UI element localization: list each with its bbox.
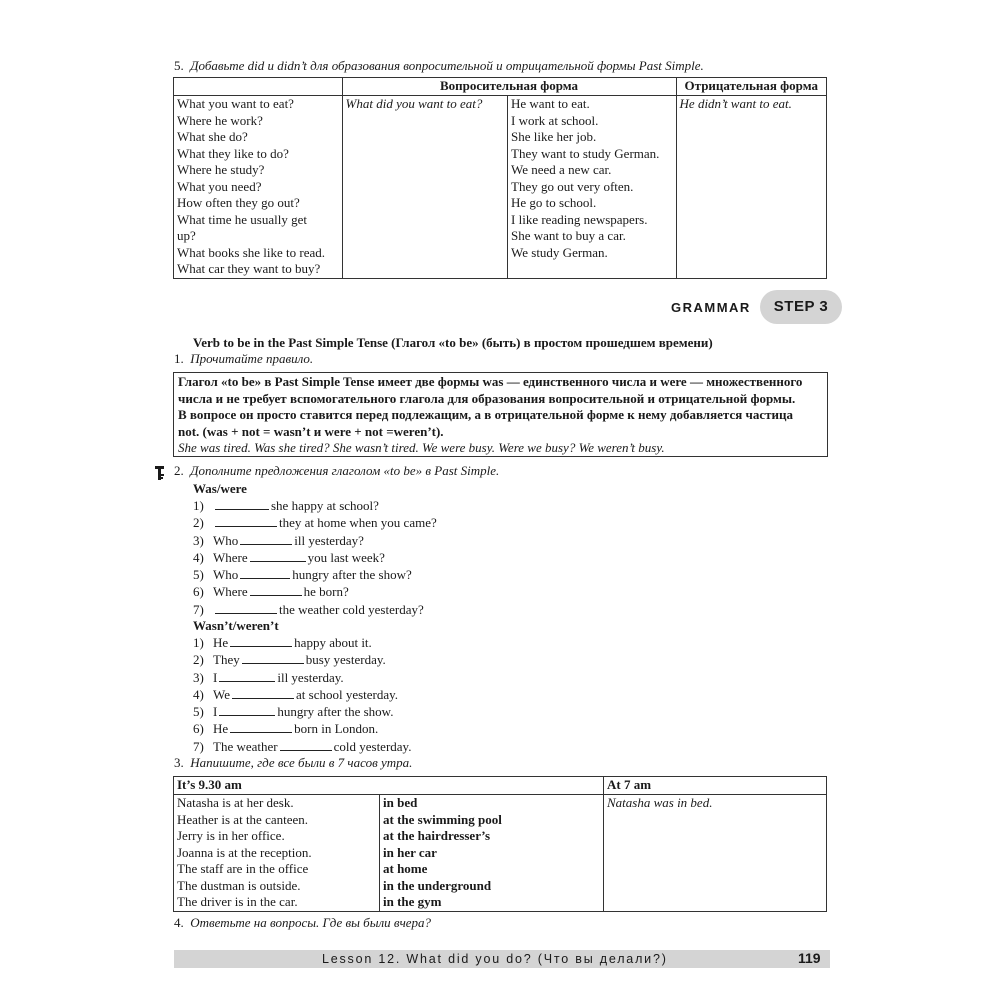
question-line: What car they want to buy?	[177, 261, 321, 276]
exercise-number: 6)	[193, 584, 204, 600]
task5-header-empty	[174, 78, 343, 96]
exercise-item	[193, 566, 437, 583]
exercise-item	[193, 634, 411, 651]
answer-blank[interactable]	[215, 497, 269, 510]
answer-blank[interactable]	[230, 720, 292, 733]
rule-example: She was tired. Was she tired? She wasn’t tired. We were busy. Were we busy? We weren’t busy.	[178, 440, 665, 455]
answer-blank[interactable]	[219, 703, 275, 716]
person-line: The dustman is outside.	[177, 877, 301, 893]
statement-line: They go out very often.	[511, 178, 634, 194]
rule-line: В вопросе он просто ставится перед подлежащим, а в отрицательной форме к нему добавляется частица	[178, 407, 793, 422]
question-line: Where he study?	[177, 162, 265, 177]
statement-line: They want to study German.	[511, 145, 660, 161]
task5-header-negative: Отрицательная форма	[676, 78, 826, 96]
question-line: What time he usually get	[177, 211, 307, 227]
answer-blank[interactable]	[240, 532, 292, 545]
task2-group2-title: Wasn’t/weren’t	[193, 618, 279, 633]
task5-questions-cell	[174, 96, 343, 279]
question-line: What you need?	[177, 178, 262, 194]
exercise-text-before: He	[213, 635, 229, 650]
statement-line: I work at school.	[511, 112, 599, 128]
exercise-item	[193, 703, 411, 720]
place-line: in the gym	[383, 894, 442, 909]
person-line: Jerry is in her office.	[177, 828, 285, 843]
exercise-item	[193, 720, 411, 737]
exercise-text-after: born in London.	[294, 721, 379, 737]
statement-line: He want to eat.	[511, 96, 590, 111]
task5-question-answer: What did you want to eat?	[342, 96, 508, 279]
statement-line: We study German.	[511, 244, 608, 260]
task5-table	[173, 77, 827, 279]
answer-blank[interactable]	[215, 514, 277, 527]
answer-blank[interactable]	[280, 738, 332, 751]
exercise-number: 4)	[193, 549, 204, 565]
place-line: at the hairdresser’s	[383, 828, 491, 843]
statement-line: We need a new car.	[511, 162, 612, 177]
exercise-text-after: he born?	[303, 584, 349, 600]
statement-line: She want to buy a car.	[511, 228, 626, 243]
exercise-number: 1)	[193, 498, 204, 513]
task2-group1-title: Was/were	[193, 481, 247, 496]
exercise-text-after: hungry after the show?	[292, 567, 412, 583]
exercise-text-before: I	[213, 669, 218, 685]
exercise-text-after: ill yesterday.	[277, 669, 344, 685]
exercise-text-before: Who	[213, 567, 239, 583]
step-badge: STEP 3	[760, 290, 842, 324]
answer-blank[interactable]	[240, 566, 290, 579]
exercise-item	[193, 549, 437, 566]
person-line: Heather is at the canteen.	[177, 811, 309, 827]
question-line: What they like to do?	[177, 145, 289, 161]
place-line: in bed	[383, 795, 418, 810]
exercise-text-before: Where	[213, 549, 248, 565]
task5-instruction: 5. Добавьте did и didn’t для образования вопросительной и отрицательной формы Past Simple.	[174, 58, 704, 73]
exercise-text-after: at school yesterday.	[296, 686, 399, 702]
exercise-text-after: ill yesterday?	[294, 532, 364, 548]
exercise-text-after: you last week?	[307, 549, 385, 565]
rule-line: числа и не требует вспомогательного глагола для образования вопросительной и отрицательной формы.	[178, 390, 796, 406]
place-line: in her car	[383, 844, 437, 860]
place-line: at the swimming pool	[383, 811, 502, 827]
exercise-item	[193, 514, 437, 531]
exercise-item	[193, 601, 437, 618]
exercise-number: 2)	[193, 515, 204, 531]
exercise-text-after: she happy at school?	[271, 498, 379, 513]
grammar-label: GRAMMAR	[671, 300, 751, 315]
exercise-text-after: they at home when you came?	[279, 515, 437, 531]
page-number: 119	[798, 950, 821, 966]
exercise-number: 5)	[193, 704, 204, 720]
exercise-text-before: They	[213, 652, 240, 668]
exercise-number: 5)	[193, 567, 204, 583]
exercise-item	[193, 497, 437, 514]
section-heading: Verb to be in the Past Simple Tense (Глагол «to be» (быть) в простом прошедшем времени)	[193, 335, 713, 350]
question-line: up?	[177, 228, 196, 243]
person-line: Natasha is at her desk.	[177, 795, 294, 810]
answer-blank[interactable]	[219, 669, 275, 682]
answer-blank[interactable]	[242, 651, 304, 664]
exercise-number: 2)	[193, 652, 204, 668]
question-line: What books she like to read.	[177, 244, 326, 260]
answer-blank[interactable]	[215, 601, 277, 614]
task5-statements-cell	[508, 96, 677, 279]
exercise-text-before: The weather	[213, 738, 278, 754]
exercise-number: 1)	[193, 635, 204, 650]
exercise-item	[193, 651, 411, 668]
exercise-number: 7)	[193, 601, 204, 617]
exercise-text-after: happy about it.	[294, 635, 372, 650]
person-line: Joanna is at the reception.	[177, 844, 312, 860]
task3-people-list	[177, 795, 376, 911]
task3-places-cell	[380, 795, 604, 912]
task5-statements-list	[511, 96, 673, 261]
task5-header-question: Вопросительная форма	[342, 78, 676, 96]
statement-line: He go to school.	[511, 195, 597, 210]
task2-instruction: 2. Дополните предложения глаголом «to be» в Past Simple.	[174, 463, 500, 478]
exercise-item	[193, 738, 411, 755]
task3-answer: Natasha was in bed.	[604, 795, 827, 912]
question-line: Where he work?	[177, 112, 263, 128]
question-line: How often they go out?	[177, 195, 300, 210]
exercise-number: 4)	[193, 686, 204, 702]
answer-blank[interactable]	[232, 686, 294, 699]
exercise-item	[193, 583, 437, 600]
exercise-text-after: cold yesterday.	[333, 738, 412, 754]
place-line: at home	[383, 861, 428, 876]
answer-blank[interactable]	[250, 583, 302, 596]
exercise-number: 6)	[193, 721, 204, 737]
exercise-text-before: Where	[213, 584, 248, 600]
exercise-number: 7)	[193, 738, 204, 754]
question-line: What you want to eat?	[177, 96, 294, 111]
rule-line: Глагол «to be» в Past Simple Tense имеет две формы was — единственного числа и were — множественного	[178, 374, 803, 389]
exercise-text-after: the weather cold yesterday?	[279, 601, 424, 617]
answer-blank[interactable]	[230, 634, 292, 647]
task1-instruction: 1. Прочитайте правило.	[174, 351, 314, 366]
answer-blank[interactable]	[250, 549, 306, 562]
exercise-text-before: We	[213, 686, 230, 702]
exercise-text-after: hungry after the show.	[277, 704, 394, 720]
statement-line: I like reading newspapers.	[511, 211, 648, 227]
person-line: The driver is in the car.	[177, 894, 298, 909]
task3-header-right: At 7 am	[604, 777, 827, 795]
rule-line: not. (was + not = wasn’t и were + not =weren’t).	[178, 423, 444, 439]
exercise-text-before: I	[213, 704, 218, 720]
exercise-number: 3)	[193, 532, 204, 548]
task3-instruction: 3. Напишите, где все были в 7 часов утра.	[174, 755, 413, 770]
exercise-text-after: busy yesterday.	[305, 652, 386, 668]
footer-lesson: Lesson 12. What did you do? (Что вы делали?)	[322, 952, 668, 966]
statement-line: She like her job.	[511, 129, 597, 144]
exercise-text-before: Who	[213, 532, 239, 548]
task2-group2-list	[193, 634, 411, 755]
key-icon	[154, 465, 166, 481]
task4-instruction: 4. Ответьте на вопросы. Где вы были вчера?	[174, 915, 432, 930]
rule-text	[178, 374, 823, 440]
task3-people-cell	[174, 795, 380, 912]
exercise-number: 3)	[193, 669, 204, 685]
task3-header-left: It’s 9.30 am	[174, 777, 604, 795]
task2-group1-list	[193, 497, 437, 618]
exercise-item	[193, 669, 411, 686]
task3-table	[173, 776, 827, 912]
exercise-item	[193, 686, 411, 703]
question-line: What she do?	[177, 129, 248, 144]
rule-box	[173, 372, 828, 457]
task5-questions-list	[177, 96, 339, 278]
task3-places-list	[383, 795, 600, 911]
exercise-item	[193, 532, 437, 549]
person-line: The staff are in the office	[177, 861, 309, 876]
task5-negative-answer: He didn’t want to eat.	[676, 96, 826, 279]
place-line: in the underground	[383, 877, 492, 893]
exercise-text-before: He	[213, 721, 229, 737]
